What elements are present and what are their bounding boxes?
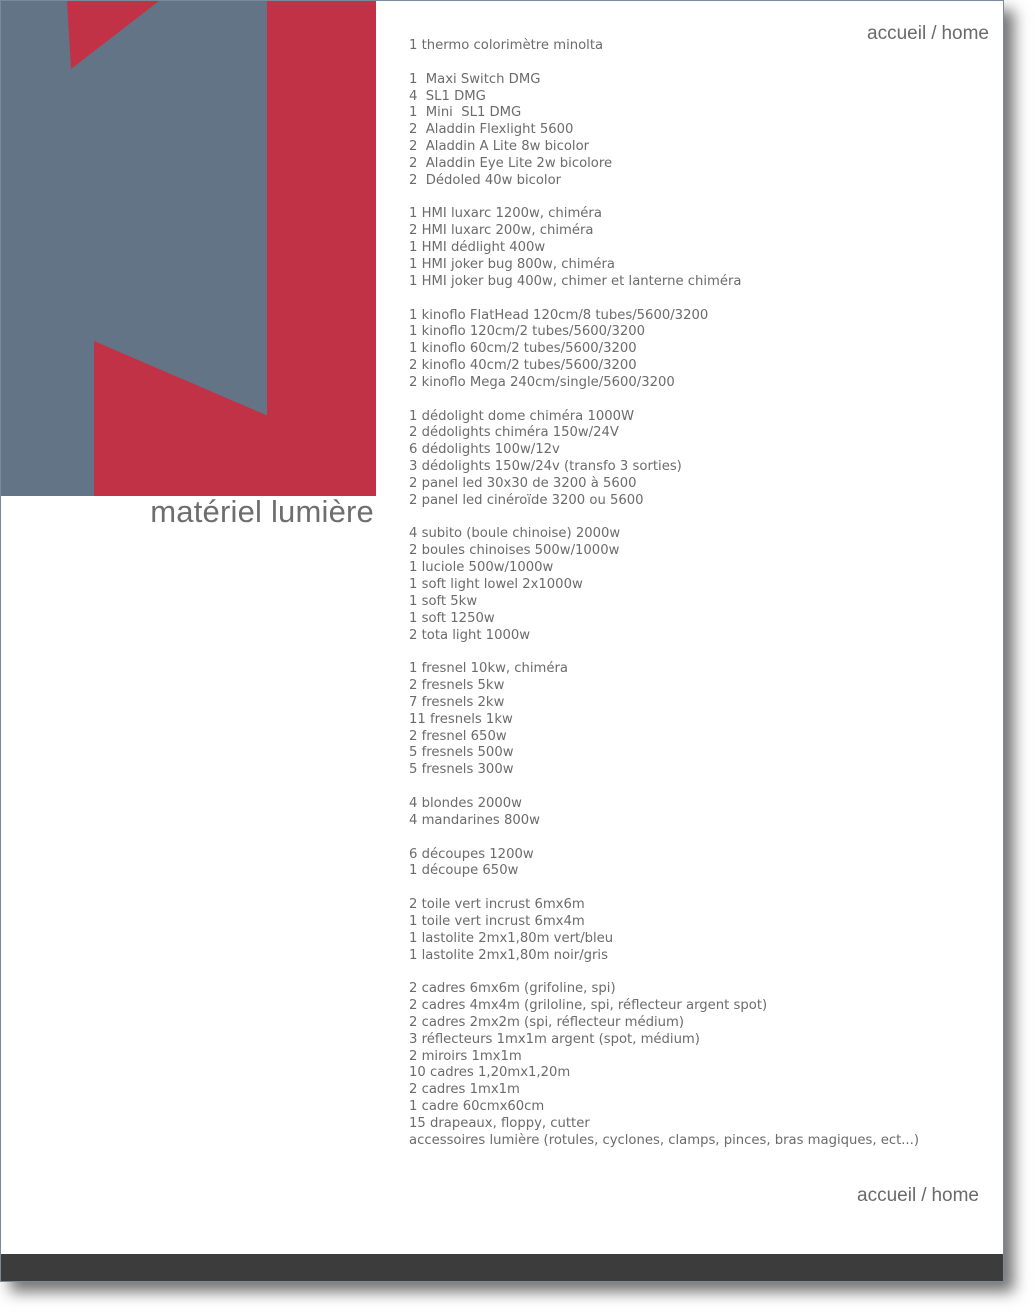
list-item: 2 dédolights chiméra 150w/24V bbox=[409, 425, 619, 441]
page-title: matériel lumière bbox=[150, 494, 374, 529]
list-item: 15 drapeaux, floppy, cutter bbox=[409, 1116, 590, 1131]
group-spacer bbox=[409, 880, 919, 897]
decorative-artwork bbox=[1, 1, 376, 496]
list-item: 1 soft light lowel 2x1000w bbox=[409, 577, 583, 592]
list-item: 11 fresnels 1kw bbox=[409, 711, 513, 727]
list-item: 1 HMI joker bug 800w, chiméra bbox=[409, 256, 615, 272]
list-item: 2 kinoflo Mega 240cm/single/5600/3200 bbox=[409, 374, 675, 390]
art-red-bar-right bbox=[267, 1, 376, 496]
group-spacer bbox=[409, 830, 919, 847]
list-item: 1 lastolite 2mx1,80m vert/bleu bbox=[409, 930, 614, 946]
list-item: 1 thermo colorimètre minolta bbox=[409, 38, 604, 53]
list-item: 1 HMI luxarc 1200w, chiméra bbox=[409, 206, 602, 222]
list-item: 1 Maxi Switch DMG bbox=[409, 71, 541, 87]
list-item: 4 mandarines 800w bbox=[409, 812, 540, 828]
list-item: 1 toile vert incrust 6mx4m bbox=[409, 913, 585, 929]
list-item: 1 HMI dédlight 400w bbox=[409, 240, 546, 256]
list-item: 4 subito (boule chinoise) 2000w bbox=[409, 526, 621, 542]
list-item: 2 fresnel 650w bbox=[409, 728, 507, 744]
list-item: 1 soft 1250w bbox=[409, 610, 495, 626]
art-slate-wedge bbox=[267, 1, 280, 421]
list-item: 1 Mini SL1 DMG bbox=[409, 105, 522, 121]
list-item: 2 toile vert incrust 6mx6m bbox=[409, 897, 585, 913]
list-item: 6 dédolights 100w/12v bbox=[409, 442, 560, 458]
list-item: 2 panel led cinéroïde 3200 ou 5600 bbox=[409, 492, 644, 508]
list-item: 2 cadres 6mx6m (grifoline, spi) bbox=[409, 981, 616, 997]
home-label-fr: accueil bbox=[857, 1185, 917, 1206]
list-item: 1 kinoflo 120cm/2 tubes/5600/3200 bbox=[409, 324, 646, 340]
group-spacer bbox=[409, 291, 919, 308]
list-item: 2 Aladdin Flexlight 5600 bbox=[409, 122, 574, 138]
list-item: 3 réflecteurs 1mx1m argent (spot, médium) bbox=[409, 1031, 700, 1047]
list-item: 2 cadres 1mx1m bbox=[409, 1082, 520, 1098]
group-spacer bbox=[409, 779, 919, 796]
list-item: 2 Aladdin A Lite 8w bicolor bbox=[409, 139, 590, 155]
list-item: accessoires lumière (rotules, cyclones, clamps, pinces, bras magiques, ect...) bbox=[409, 1132, 919, 1148]
list-item: 5 fresnels 500w bbox=[409, 745, 514, 761]
home-separator: / bbox=[921, 1185, 927, 1206]
list-item: 2 kinoflo 40cm/2 tubes/5600/3200 bbox=[409, 358, 637, 374]
list-item: 1 dédolight dome chiméra 1000W bbox=[409, 408, 635, 424]
list-item: 2 cadres 4mx4m (griloline, spi, réflecteur argent spot) bbox=[409, 998, 768, 1014]
list-item: 2 fresnels 5kw bbox=[409, 678, 505, 694]
list-item: 2 Dédoled 40w bicolor bbox=[409, 172, 562, 188]
list-item: 10 cadres 1,20mx1,20m bbox=[409, 1065, 571, 1081]
list-item: 1 lastolite 2mx1,80m noir/gris bbox=[409, 947, 608, 963]
list-item: 2 boules chinoises 500w/1000w bbox=[409, 543, 620, 559]
equipment-list bbox=[409, 38, 919, 1150]
list-item: 2 miroirs 1mx1m bbox=[409, 1048, 522, 1064]
list-item: 5 fresnels 300w bbox=[409, 762, 514, 778]
list-item: 2 HMI luxarc 200w, chiméra bbox=[409, 223, 594, 239]
home-link-bottom[interactable] bbox=[857, 1185, 979, 1207]
list-item: 4 blondes 2000w bbox=[409, 795, 522, 811]
list-item: 6 découpes 1200w bbox=[409, 846, 534, 862]
group-spacer bbox=[409, 190, 919, 207]
list-item: 2 tota light 1000w bbox=[409, 627, 531, 643]
group-spacer bbox=[409, 392, 919, 409]
home-label-en: home bbox=[941, 23, 989, 44]
list-item: 3 dédolights 150w/24v (transfo 3 sorties) bbox=[409, 459, 682, 475]
footer-bar bbox=[1, 1254, 1003, 1281]
group-spacer bbox=[409, 964, 919, 981]
list-item: 1 cadre 60cmx60cm bbox=[409, 1099, 545, 1115]
group-spacer bbox=[409, 55, 919, 72]
home-label-en: home bbox=[931, 1185, 979, 1206]
list-item: 1 kinoflo 60cm/2 tubes/5600/3200 bbox=[409, 341, 637, 357]
list-item: 4 SL1 DMG bbox=[409, 88, 486, 104]
home-label-fr: accueil bbox=[867, 23, 927, 44]
group-spacer bbox=[409, 644, 919, 661]
list-item: 1 kinoflo FlatHead 120cm/8 tubes/5600/3200 bbox=[409, 307, 709, 323]
list-item: 1 HMI joker bug 400w, chimer et lanterne chiméra bbox=[409, 273, 742, 289]
list-item: 7 fresnels 2kw bbox=[409, 694, 505, 710]
list-item: 1 soft 5kw bbox=[409, 593, 478, 609]
group-spacer bbox=[409, 510, 919, 527]
home-separator: / bbox=[931, 23, 937, 44]
list-item: 1 luciole 500w/1000w bbox=[409, 560, 554, 576]
list-item: 2 cadres 2mx2m (spi, réflecteur médium) bbox=[409, 1014, 685, 1030]
list-item: 1 fresnel 10kw, chiméra bbox=[409, 661, 568, 677]
list-item: 2 Aladdin Eye Lite 2w bicolore bbox=[409, 155, 613, 171]
list-item: 1 découpe 650w bbox=[409, 863, 519, 879]
list-item: 2 panel led 30x30 de 3200 à 5600 bbox=[409, 475, 637, 491]
